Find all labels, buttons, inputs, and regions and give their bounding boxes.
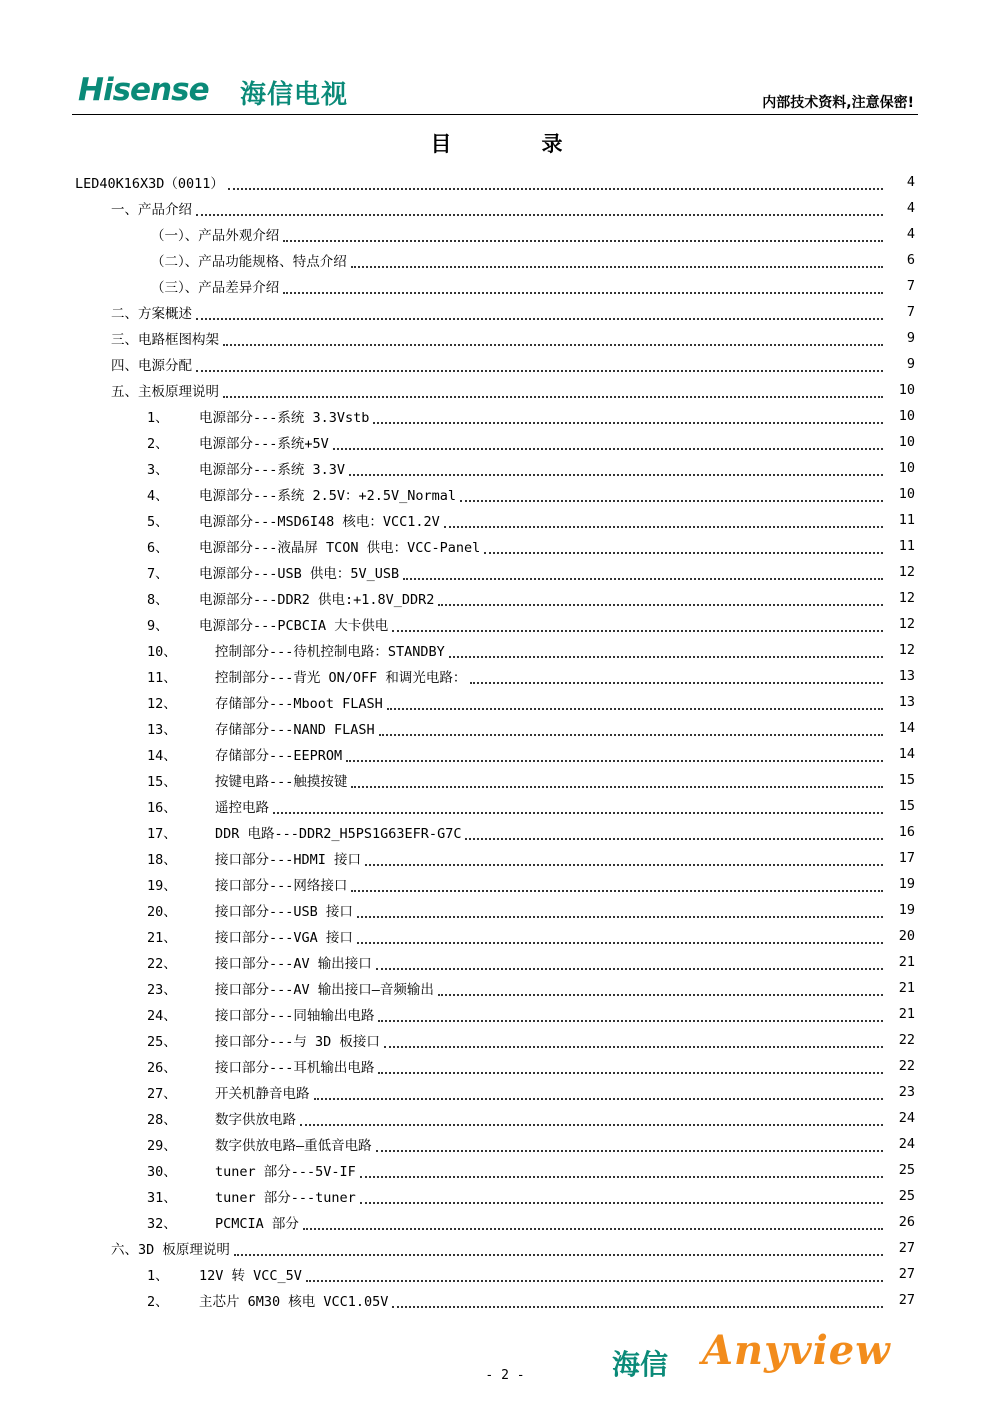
toc-entry-number: 16、 [147, 800, 177, 816]
toc-entry-title: 存储部分---Mboot FLASH [215, 696, 383, 712]
toc-entry-page: 22 [898, 1032, 915, 1048]
toc-entry-title: 接口部分---耳机输出电路 [215, 1060, 375, 1076]
toc-leader-dots [283, 226, 883, 242]
toc-entry-number: 17、 [147, 826, 177, 842]
toc-entry-number: 28、 [147, 1112, 177, 1128]
toc-leader-dots [373, 408, 883, 424]
toc-entry-number: 6、 [147, 540, 169, 556]
toc-entry-number: 19、 [147, 878, 177, 894]
toc-entry[interactable] [75, 793, 915, 819]
toc-entry-page: 4 [906, 174, 915, 190]
toc-entry-page: 12 [898, 642, 915, 658]
toc-entry-page: 17 [898, 850, 915, 866]
toc-leader-dots [333, 434, 883, 450]
toc-entry-title: 电源部分---液晶屏 TCON 供电：VCC-Panel [199, 540, 481, 556]
toc-entry-page: 23 [898, 1084, 915, 1100]
toc-leader-dots [300, 1110, 883, 1126]
toc-entry-page: 14 [898, 720, 915, 736]
toc-entry-title: 电源部分---PCBCIA 大卡供电 [199, 618, 389, 634]
toc-leader-dots [351, 772, 883, 788]
toc-leader-dots [349, 460, 883, 476]
toc-leader-dots [303, 1214, 883, 1230]
toc-entry-page: 4 [906, 200, 915, 216]
toc-leader-dots [365, 850, 883, 866]
toc-entry[interactable] [75, 299, 915, 325]
toc-entry-page: 15 [898, 772, 915, 788]
toc-leader-dots [470, 668, 883, 684]
hisense-logo: Hisense [78, 72, 209, 108]
toc-entry[interactable] [75, 689, 915, 715]
toc-leader-dots [273, 798, 883, 814]
toc-entry[interactable] [75, 247, 915, 273]
toc-leader-dots [234, 1240, 883, 1256]
toc-entry-title: 电源部分---系统 3.3Vstb [199, 410, 370, 426]
toc-entry-title: 电源部分---系统 3.3V [199, 462, 346, 478]
toc-leader-dots [449, 642, 883, 658]
toc-entry-title: 数字供放电路 [215, 1112, 296, 1128]
toc-entry-title: DDR 电路---DDR2_H5PS1G63EFR-G7C [215, 826, 462, 842]
toc-entry[interactable] [75, 1209, 915, 1235]
toc-entry[interactable] [75, 221, 915, 247]
toc-leader-dots [360, 1188, 883, 1204]
toc-entry-page: 9 [906, 356, 915, 372]
hisense-tv-cn-logo: 海信电视 [240, 80, 349, 110]
toc-entry[interactable] [75, 611, 915, 637]
toc-entry-page: 15 [898, 798, 915, 814]
toc-entry[interactable] [75, 429, 915, 455]
toc-entry[interactable] [75, 195, 915, 221]
toc-entry-number: 20、 [147, 904, 177, 920]
toc-entry-number: 15、 [147, 774, 177, 790]
toc-leader-dots [460, 486, 883, 502]
toc-leader-dots [379, 720, 883, 736]
toc-entry-title: 接口部分---AV 输出接口 [215, 956, 372, 972]
toc-entry[interactable] [75, 975, 915, 1001]
toc-entry-number: 26、 [147, 1060, 177, 1076]
toc-entry-number: 32、 [147, 1216, 177, 1232]
toc-entry[interactable] [75, 559, 915, 585]
toc-entry-page: 27 [898, 1266, 915, 1282]
toc-entry-title: 接口部分---与 3D 板接口 [215, 1034, 380, 1050]
toc-entry-title: 主芯片 6M30 核电 VCC1.05V [199, 1294, 389, 1310]
toc-entry[interactable] [75, 377, 915, 403]
toc-leader-dots [223, 382, 883, 398]
toc-entry-title: 四、电源分配 [111, 358, 192, 374]
toc-entry[interactable] [75, 351, 915, 377]
toc-entry[interactable] [75, 1131, 915, 1157]
toc-entry-number: 8、 [147, 592, 169, 608]
toc-leader-dots [387, 694, 883, 710]
toc-leader-dots [283, 278, 883, 294]
toc-entry-page: 24 [898, 1110, 915, 1126]
toc-leader-dots [392, 1292, 883, 1308]
toc-entry-title: 五、主板原理说明 [111, 384, 219, 400]
toc-entry-number: 18、 [147, 852, 177, 868]
toc-entry-page: 27 [898, 1240, 915, 1256]
toc-entry-page: 12 [898, 564, 915, 580]
toc-leader-dots [351, 876, 883, 892]
toc-leader-dots [484, 538, 883, 554]
toc-entry-number: 1、 [147, 410, 169, 426]
toc-entry-page: 10 [898, 486, 915, 502]
toc-leader-dots [351, 252, 883, 268]
toc-leader-dots [223, 330, 883, 346]
toc-entry-title: 接口部分---HDMI 接口 [215, 852, 362, 868]
toc-entry-page: 20 [898, 928, 915, 944]
toc-entry-number: 12、 [147, 696, 177, 712]
toc-leader-dots [403, 564, 883, 580]
toc-leader-dots [196, 200, 883, 216]
toc-entry-title: 接口部分---VGA 接口 [215, 930, 353, 946]
toc-entry[interactable] [75, 325, 915, 351]
toc-entry-page: 21 [898, 1006, 915, 1022]
toc-entry[interactable] [75, 481, 915, 507]
toc-entry-title: 控制部分---背光 ON/OFF 和调光电路： [215, 670, 467, 686]
toc-entry-title: 电源部分---USB 供电：5V_USB [199, 566, 400, 582]
page-number: - 2 - [485, 1368, 525, 1383]
toc-title-right: 录 [541, 132, 563, 156]
toc-leader-dots [378, 1006, 883, 1022]
toc-entry-number: 24、 [147, 1008, 177, 1024]
anyview-logo-cn: 海信 [612, 1348, 669, 1381]
toc-leader-dots [378, 1058, 883, 1074]
toc-entry-title: 遥控电路 [215, 800, 269, 816]
toc-entry-title: 六、3D 板原理说明 [111, 1242, 230, 1258]
toc-leader-dots [465, 824, 883, 840]
toc-leader-dots [196, 304, 883, 320]
toc-entry-number: 7、 [147, 566, 169, 582]
toc-entry-page: 6 [906, 252, 915, 268]
toc-entry-title: 数字供放电路—重低音电路 [215, 1138, 372, 1154]
toc-entry-number: 1、 [147, 1268, 169, 1284]
toc-entry[interactable] [75, 819, 915, 845]
toc-entry-page: 11 [898, 512, 915, 528]
toc-entry-page: 19 [898, 902, 915, 918]
toc-entry-page: 21 [898, 954, 915, 970]
toc-entry-title: 一、产品介绍 [111, 202, 192, 218]
toc-entry-number: 2、 [147, 1294, 169, 1310]
toc-entry-title: 接口部分---USB 接口 [215, 904, 353, 920]
toc-entry[interactable] [75, 845, 915, 871]
toc-entry-page: 16 [898, 824, 915, 840]
toc-entry[interactable] [75, 507, 915, 533]
toc-entry-page: 12 [898, 616, 915, 632]
toc-entry-title: （一）、产品外观介绍 [151, 228, 280, 244]
toc-leader-dots [314, 1084, 884, 1100]
toc-leader-dots [360, 1162, 883, 1178]
toc-entry-number: 5、 [147, 514, 169, 530]
toc-title-left: 目 [430, 132, 452, 156]
toc-leader-dots [438, 980, 883, 996]
toc-entry[interactable] [75, 1261, 915, 1287]
toc-entry-page: 12 [898, 590, 915, 606]
toc-entry[interactable] [75, 1053, 915, 1079]
toc-entry[interactable] [75, 1001, 915, 1027]
toc-entry[interactable] [75, 1235, 915, 1261]
toc-leader-dots [346, 746, 883, 762]
toc-entry-title: 电源部分---系统 2.5V：+2.5V_Normal [199, 488, 457, 504]
toc-entry-number: 9、 [147, 618, 169, 634]
toc-entry-page: 10 [898, 382, 915, 398]
toc-entry-title: 按键电路---触摸按键 [215, 774, 348, 790]
toc-entry-page: 14 [898, 746, 915, 762]
toc-entry-number: 22、 [147, 956, 177, 972]
toc-entry[interactable] [75, 1157, 915, 1183]
toc-entry-page: 9 [906, 330, 915, 346]
toc-leader-dots [306, 1266, 883, 1282]
toc-entry-number: 31、 [147, 1190, 177, 1206]
toc-entry[interactable] [75, 1183, 915, 1209]
toc-entry[interactable] [75, 273, 915, 299]
toc-entry-page: 4 [906, 226, 915, 242]
toc-entry-number: 11、 [147, 670, 177, 686]
page-header [72, 66, 918, 116]
toc-entry-page: 21 [898, 980, 915, 996]
toc-entry-title: （二）、产品功能规格、特点介绍 [151, 254, 347, 270]
toc-entry[interactable] [75, 585, 915, 611]
toc-entry[interactable] [75, 897, 915, 923]
toc-entry-number: 14、 [147, 748, 177, 764]
toc-entry-page: 25 [898, 1162, 915, 1178]
toc-entry[interactable] [75, 923, 915, 949]
toc-entry-number: 27、 [147, 1086, 177, 1102]
toc-entry-number: 23、 [147, 982, 177, 998]
toc-entry-page: 10 [898, 460, 915, 476]
toc-entry-page: 19 [898, 876, 915, 892]
toc-entry[interactable] [75, 1105, 915, 1131]
toc-entry[interactable] [75, 637, 915, 663]
toc-entry-title: tuner 部分---5V-IF [215, 1164, 356, 1180]
toc-entry-title: 存储部分---NAND FLASH [215, 722, 375, 738]
confidential-notice: 内部技术资料,注意保密! [762, 95, 914, 111]
toc-entry-title: 电源部分---MSD6I48 核电：VCC1.2V [199, 514, 440, 530]
toc-entry[interactable] [75, 949, 915, 975]
toc-entry-title: 接口部分---同轴输出电路 [215, 1008, 375, 1024]
toc-entry-page: 10 [898, 408, 915, 424]
toc-leader-dots [196, 356, 883, 372]
toc-leader-dots [376, 954, 883, 970]
toc-entry-number: 2、 [147, 436, 169, 452]
toc-entry[interactable] [75, 715, 915, 741]
toc-entry-number: 21、 [147, 930, 177, 946]
toc-leader-dots [438, 590, 883, 606]
toc-entry-title: 开关机静音电路 [215, 1086, 310, 1102]
toc-entry[interactable] [75, 1287, 915, 1313]
toc-leader-dots [392, 616, 883, 632]
toc-entry-page: 26 [898, 1214, 915, 1230]
toc-entry[interactable] [75, 533, 915, 559]
toc-entry[interactable] [75, 455, 915, 481]
toc-entry-title: 12V 转 VCC_5V [199, 1268, 302, 1284]
toc-entry-number: 25、 [147, 1034, 177, 1050]
toc-entry-page: 11 [898, 538, 915, 554]
toc-entry[interactable] [75, 767, 915, 793]
toc-entry[interactable] [75, 1079, 915, 1105]
toc-entry-title: （三）、产品差异介绍 [151, 280, 280, 296]
toc-entry-number: 13、 [147, 722, 177, 738]
toc-entry-number: 3、 [147, 462, 169, 478]
toc-entry-page: 27 [898, 1292, 915, 1308]
toc-entry-number: 30、 [147, 1164, 177, 1180]
toc-entry[interactable] [75, 741, 915, 767]
toc-entry-title: 接口部分---AV 输出接口—音频输出 [215, 982, 434, 998]
toc-entry-number: 10、 [147, 644, 177, 660]
toc-entry-page: 13 [898, 694, 915, 710]
toc-entry-title: 二、方案概述 [111, 306, 192, 322]
toc-entry-title: PCMCIA 部分 [215, 1216, 299, 1232]
toc-entry[interactable] [75, 871, 915, 897]
toc-entry-title: 存储部分---EEPROM [215, 748, 343, 764]
toc-entry-page: 7 [906, 278, 915, 294]
toc-entry-page: 25 [898, 1188, 915, 1204]
toc-leader-dots [228, 174, 883, 190]
toc-title [0, 128, 993, 158]
toc-entry-title: 三、电路框图构架 [111, 332, 219, 348]
header-divider [72, 114, 918, 115]
toc-entry-title: LED40K16X3D（0011） [75, 176, 224, 192]
toc-entry-title: tuner 部分---tuner [215, 1190, 356, 1206]
toc-entry-page: 7 [906, 304, 915, 320]
toc-entry-title: 控制部分---待机控制电路：STANDBY [215, 644, 445, 660]
toc-entry-page: 24 [898, 1136, 915, 1152]
toc-entry[interactable] [75, 169, 915, 195]
anyview-logo-en: Anyview [702, 1327, 891, 1374]
toc-leader-dots [357, 928, 883, 944]
toc-entry-title: 电源部分---DDR2 供电:+1.8V_DDR2 [199, 592, 435, 608]
toc-entry-title: 电源部分---系统+5V [199, 436, 329, 452]
toc-entry-page: 13 [898, 668, 915, 684]
toc-entry-number: 4、 [147, 488, 169, 504]
toc-entry[interactable] [75, 1027, 915, 1053]
toc-entry-page: 22 [898, 1058, 915, 1074]
toc-entry[interactable] [75, 403, 915, 429]
toc-leader-dots [376, 1136, 883, 1152]
toc-leader-dots [444, 512, 883, 528]
toc-entry-page: 10 [898, 434, 915, 450]
toc-entry-title: 接口部分---网络接口 [215, 878, 348, 894]
toc-entry[interactable] [75, 663, 915, 689]
toc-leader-dots [384, 1032, 883, 1048]
toc-entry-number: 29、 [147, 1138, 177, 1154]
toc-leader-dots [357, 902, 883, 918]
